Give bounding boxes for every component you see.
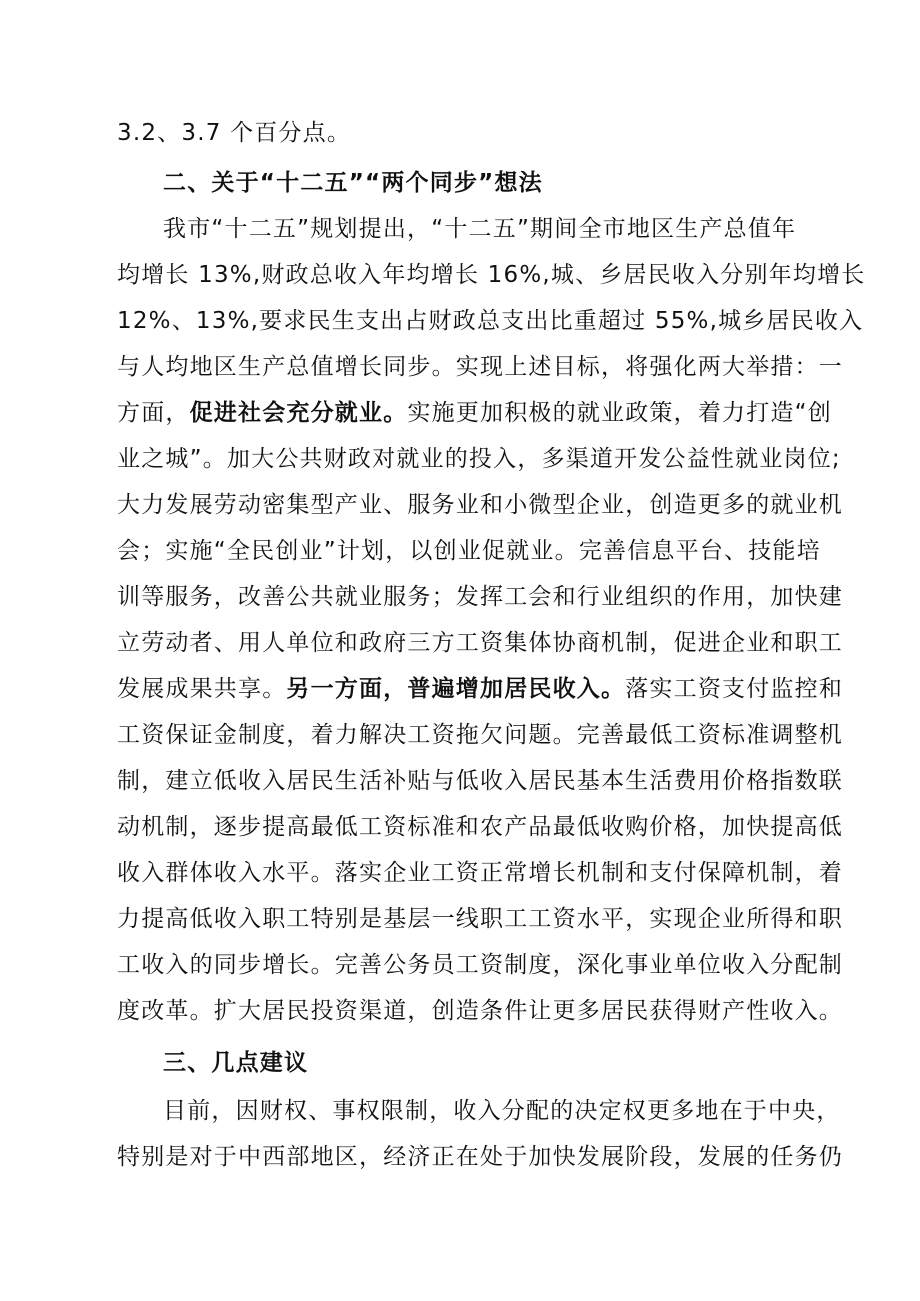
bold-text-span: 促进社会充分就业。 — [189, 400, 408, 426]
text-line — [117, 482, 843, 528]
text-line — [163, 206, 863, 252]
text-line — [117, 620, 843, 666]
text-span: 发展成果共享。 — [117, 676, 287, 702]
text-span: 工收入的同步增长。完善公务员工资制度，深化事业单位收入分配制 — [117, 952, 843, 978]
text-span: 实施更加积极的就业政策，着力打造“创 — [407, 400, 832, 426]
text-span: 训等服务，改善公共就业服务；发挥工会和行业组织的作用，加快建 — [117, 584, 843, 610]
section-heading — [163, 160, 863, 206]
text-span: 立劳动者、用人单位和政府三方工资集体协商机制，促进企业和职工 — [117, 630, 843, 656]
text-line — [117, 942, 843, 988]
text-span: 大力发展劳动密集型产业、服务业和小微型企业，创造更多的就业机 — [117, 492, 843, 518]
text-span: 我市“十二五”规划提出，“十二五”期间全市地区生产总值年 — [163, 216, 797, 242]
text-line — [117, 850, 843, 896]
text-span: 收入群体收入水平。落实企业工资正常增长机制和支付保障机制，着 — [117, 860, 843, 886]
text-line — [117, 110, 817, 156]
text-line — [117, 390, 832, 436]
text-line — [117, 298, 864, 344]
text-span: 方面， — [117, 400, 190, 426]
text-span: 三、几点建议 — [163, 1050, 309, 1076]
text-line — [117, 712, 843, 758]
text-line — [117, 574, 843, 620]
text-span: 制，建立低收入居民生活补贴与低收入居民基本生活费用价格指数联 — [117, 768, 843, 794]
text-line — [117, 988, 843, 1034]
text-span: 工资保证金制度，着力解决工资拖欠问题。完善最低工资标准调整机 — [117, 722, 843, 748]
text-span: 动机制，逐步提高最低工资标准和农产品最低收购价格，加快提高低 — [117, 814, 843, 840]
text-span: 落实工资支付监控和 — [625, 676, 844, 702]
text-line — [163, 1088, 863, 1134]
text-line — [117, 1134, 843, 1180]
text-line — [117, 758, 843, 804]
text-span: 度改革。扩大居民投资渠道，创造条件让更多居民获得财产性收入。 — [117, 998, 843, 1024]
text-span: 与人均地区生产总值增长同步。实现上述目标，将强化两大举措：一 — [117, 354, 843, 380]
text-line — [117, 436, 841, 482]
text-span: 力提高低收入职工特别是基层一线职工工资水平，实现企业所得和职 — [117, 906, 843, 932]
text-span: 二、关于“十二五”“两个同步”想法 — [163, 170, 543, 196]
text-line — [117, 896, 843, 942]
bold-text-span: 另一方面，普遍增加居民收入。 — [286, 676, 626, 702]
section-heading — [163, 1040, 863, 1086]
text-span: 业之城”。加大公共财政对就业的投入，多渠道开发公益性就业岗位; — [117, 446, 841, 472]
text-span: 12%、13%,要求民生支出占财政总支出比重超过 55%,城乡居民收入 — [117, 308, 864, 334]
text-span: 特别是对于中西部地区，经济正在处于加快发展阶段，发展的任务仍 — [117, 1144, 843, 1170]
text-line — [117, 252, 866, 298]
text-line — [117, 528, 821, 574]
text-span: 3.2、3.7 个百分点。 — [117, 120, 352, 146]
text-span: 目前，因财权、事权限制，收入分配的决定权更多地在于中央， — [163, 1098, 841, 1124]
text-line — [117, 344, 843, 390]
text-span: 会；实施“全民创业”计划，以创业促就业。完善信息平台、技能培 — [117, 538, 821, 564]
text-line — [117, 666, 844, 712]
text-span: 均增长 13%,财政总收入年均增长 16%,城、乡居民收入分别年均增长 — [117, 262, 866, 288]
text-line — [117, 804, 843, 850]
